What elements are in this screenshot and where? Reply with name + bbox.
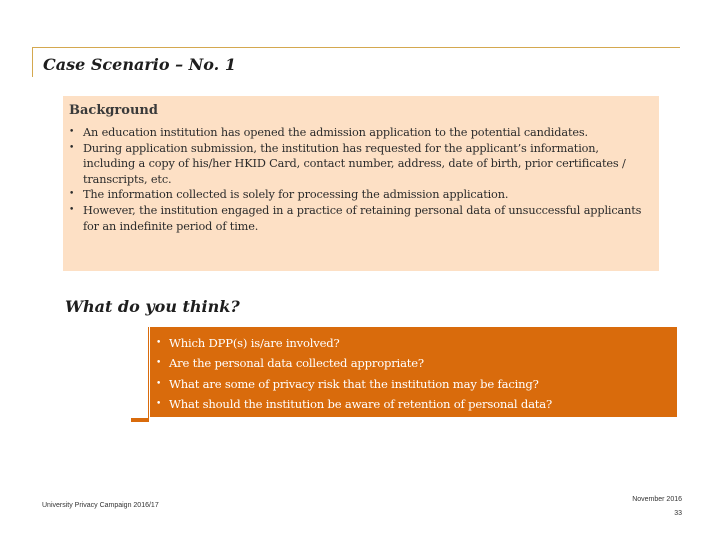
background-bullet-text: During application submission, the institution has requested for the applicant’s information, including a copy of his/her HKID Card, contact number, address, date of birth, prior certificates / transcripts, etc. [83,141,626,186]
background-heading: Background [69,103,158,118]
question-text: What should the institution be aware of retention of personal data? [169,396,552,411]
header-rule-left [32,47,33,77]
background-bullet [69,141,653,188]
bullet-icon: • [156,378,162,389]
bullet-icon: • [69,189,75,200]
footer-campaign: University Privacy Campaign 2016/17 [42,502,159,509]
bullet-icon: • [156,338,162,348]
bullet-icon: • [69,204,75,215]
background-list [69,125,653,234]
question-text: What are some of privacy risk that the institution may be facing? [169,376,539,391]
question-text: Are the personal data collected appropriate? [169,356,424,371]
footer-page-number: 33 [674,510,682,517]
bullet-icon: • [156,358,162,369]
question-item [156,333,671,353]
questions-title: What do you think? [65,297,240,316]
background-panel [63,96,659,271]
question-text: Which DPP(s) is/are involved? [169,336,340,350]
header-rule [32,47,680,48]
background-bullet [69,125,653,141]
background-bullet-text: An education institution has opened the admission application to the potential candidates. [83,126,588,139]
questions-list [156,333,671,414]
questions-accent-line [148,327,149,422]
bullet-icon: • [156,398,162,409]
background-bullet [69,187,653,203]
question-item [156,394,671,414]
background-bullet-text: However, the institution engaged in a practice of retaining personal data of unsuccessful applicants for an indefinite period of time. [83,203,642,233]
bullet-icon: • [69,142,75,153]
footer-date: November 2016 [632,496,682,503]
questions-accent-bar [131,418,149,422]
question-item [156,353,671,373]
questions-panel [150,327,677,417]
background-bullet [69,203,653,234]
bullet-icon: • [69,127,75,137]
slide-title: Case Scenario – No. 1 [43,55,236,74]
background-bullet-text: The information collected is solely for processing the admission application. [83,188,509,202]
question-item [156,374,671,394]
